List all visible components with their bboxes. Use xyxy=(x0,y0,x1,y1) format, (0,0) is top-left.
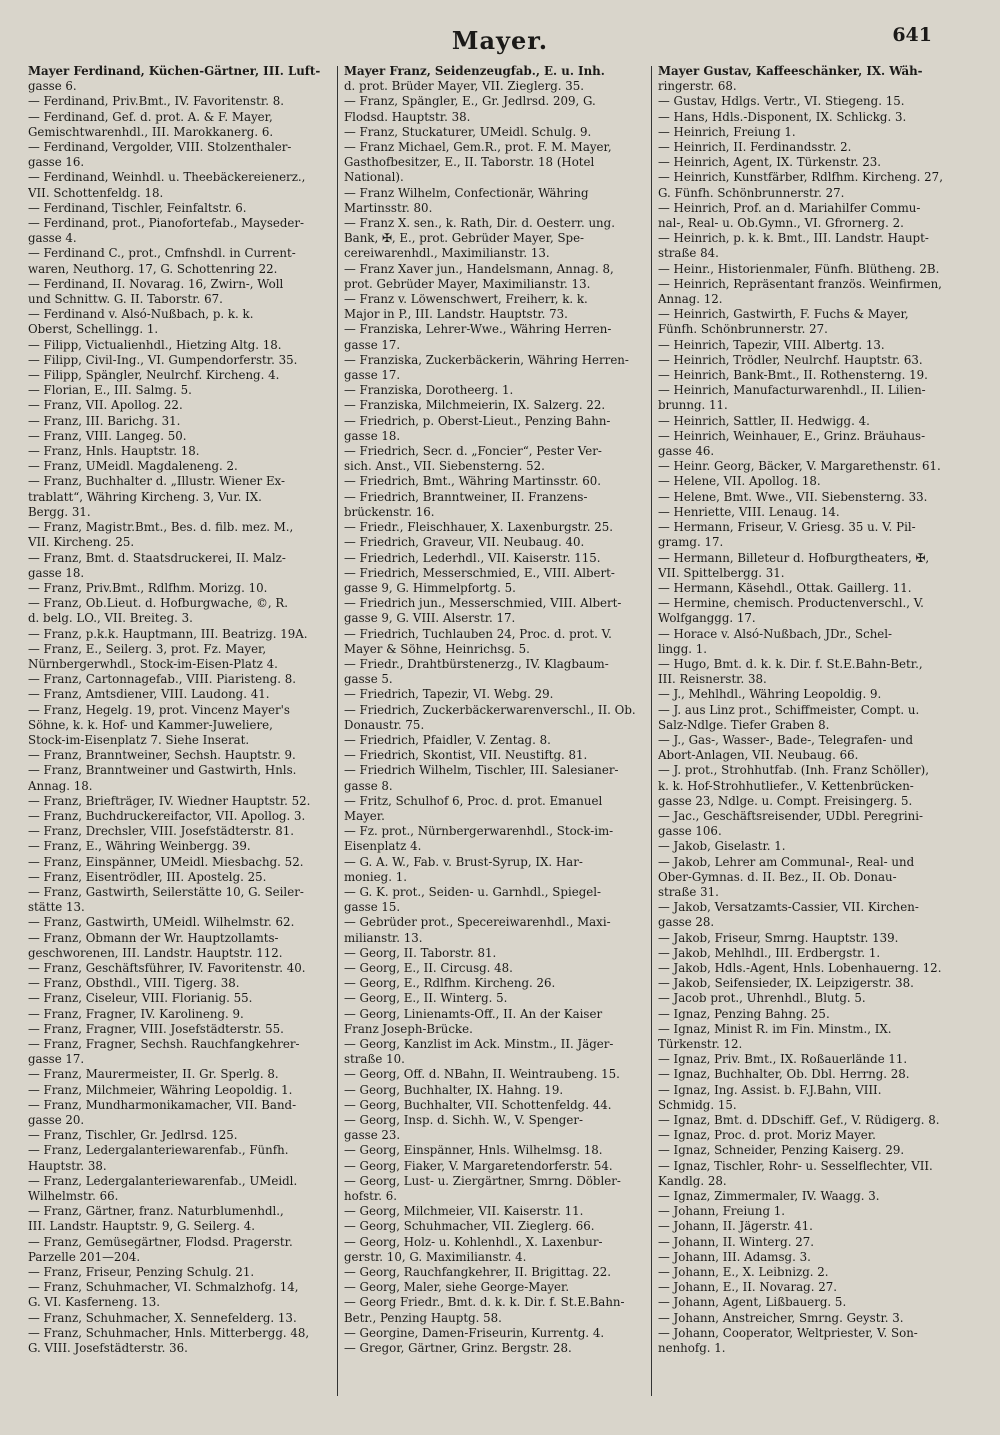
directory-entry-line: Söhne, k. k. Hof- und Kammer-Juweliere, xyxy=(28,717,273,732)
directory-entry-line: milianstr. 13. xyxy=(344,930,423,945)
directory-entry-line: — Ferdinand, II. Novarag. 16, Zwirn-, Woll xyxy=(28,276,284,291)
directory-entry-line: — Franz, Obmann der Wr. Hauptzollamts- xyxy=(28,930,279,945)
directory-entry-line: — Jakob, Mehlhdl., III. Erdbergstr. 1. xyxy=(658,945,881,960)
directory-entry-line: — J., Mehlhdl., Währing Leopoldig. 9. xyxy=(658,687,882,702)
directory-entry-line: — Georgine, Damen-Friseurin, Kurrentg. 4. xyxy=(344,1325,605,1340)
directory-entry-line: Wolfganggg. 17. xyxy=(658,611,756,626)
directory-entry-line: — Heinrich, Manufacturwarenhdl., II. Lilien- xyxy=(658,383,926,398)
directory-entry-line: — Friedrich, p. Oberst-Lieut., Penzing Bahn- xyxy=(344,413,611,428)
directory-entry-line: cereiwarenhdl., Maximilianstr. 13. xyxy=(344,246,550,261)
directory-entry-line: — Georg, Buchhalter, VII. Schottenfeldg. 44. xyxy=(344,1097,612,1112)
page-header xyxy=(0,18,1000,58)
directory-entry-line: — Florian, E., III. Salmg. 5. xyxy=(28,383,192,398)
directory-entry-line: gramg. 17. xyxy=(658,535,724,550)
directory-entry-line: — Franz Michael, Gem.R., prot. F. M. Mayer, xyxy=(344,140,612,155)
directory-entry-line: — Friedrich, Pfaidler, V. Zentag. 8. xyxy=(344,732,551,747)
directory-entry-line: — Ignaz, Proc. d. prot. Moriz Mayer. xyxy=(658,1128,876,1143)
directory-entry-line: — Ignaz, Zimmermaler, IV. Waagg. 3. xyxy=(658,1189,880,1204)
directory-entry-line: — Friedrich, Bmt., Währing Martinsstr. 60. xyxy=(344,474,601,489)
directory-entry-line: — Georg, Buchhalter, IX. Hahng. 19. xyxy=(344,1082,564,1097)
directory-entry-line: — Heinrich, Trödler, Neulrchf. Hauptstr. 63. xyxy=(658,352,923,367)
directory-entry-line: brunng. 11. xyxy=(658,398,728,413)
directory-entry-line: Ober-Gymnas. d. II. Bez., II. Ob. Donau- xyxy=(658,869,897,884)
directory-entry-line: — Franz, Gärtner, franz. Naturblumenhdl., xyxy=(28,1204,284,1219)
directory-entry-line: III. Reisnerstr. 38. xyxy=(658,672,767,687)
directory-entry-line: — Ferdinand, prot., Pianofortefab., Mayseder- xyxy=(28,216,305,231)
directory-entry-line: — Franz, Mundharmonikamacher, VII. Band- xyxy=(28,1097,297,1112)
column-divider-2 xyxy=(651,66,652,1396)
directory-column-3 xyxy=(658,64,948,1356)
directory-entry-line: — Friedrich, Branntweiner, II. Franzens- xyxy=(344,489,588,504)
directory-entry-line: — Franz, VIII. Langeg. 50. xyxy=(28,428,187,443)
directory-entry-line: — Heinr. Georg, Bäcker, V. Margarethenstr. 61. xyxy=(658,459,941,474)
directory-entry-line: Nürnbergerwhdl., Stock-im-Eisen-Platz 4. xyxy=(28,656,278,671)
directory-entry-line: — Johann, Agent, Lißbauerg. 5. xyxy=(658,1295,847,1310)
directory-entry-line: — Ignaz, Ing. Assist. b. F.J.Bahn, VIII. xyxy=(658,1082,882,1097)
directory-entry-line: Abort-Anlagen, VII. Neubaug. 66. xyxy=(658,748,859,763)
directory-entry-line: Franz Joseph-Brücke. xyxy=(344,1021,473,1036)
directory-entry-line: — Franz, Schuhmacher, Hnls. Mitterbergg. 48, xyxy=(28,1325,310,1340)
directory-entry-line: gasse 20. xyxy=(28,1113,85,1128)
directory-entry-line: — Franz, p.k.k. Hauptmann, III. Beatrizg. 19A. xyxy=(28,626,308,641)
directory-entry-line: Eisenplatz 4. xyxy=(344,839,422,854)
directory-entry-line: — Friedrich, Zuckerbäckerwarenverschl., II. Ob. xyxy=(344,702,636,717)
directory-entry-line: — Georg, Einspänner, Hnls. Wilhelmsg. 18. xyxy=(344,1143,603,1158)
directory-entry-line: Oberst, Schellingg. 1. xyxy=(28,322,159,337)
directory-entry-line: — Johann, II. Winterg. 27. xyxy=(658,1234,814,1249)
directory-entry-line: — Georg, Lust- u. Ziergärtner, Smrng. Döbler- xyxy=(344,1173,621,1188)
directory-entry-line: — Franz, Fragner, Sechsh. Rauchfangkehrer- xyxy=(28,1037,300,1051)
directory-entry-line: — Franz, Einspänner, UMeidl. Miesbachg. 52. xyxy=(28,854,304,869)
directory-entry-line: — Heinrich, Bank-Bmt., II. Rothensterng. 19. xyxy=(658,368,928,383)
directory-entry-line: — Franz, Priv.Bmt., Rdlfhm. Morizg. 10. xyxy=(28,580,268,595)
directory-entry-line: — Franz, Buchhalter d. „Illustr. Wiener Ex- xyxy=(28,474,285,489)
directory-entry-line: — Ferdinand C., prot., Cmfnshdl. in Current- xyxy=(28,246,296,261)
directory-entry-line: Mayer & Söhne, Heinrichsg. 5. xyxy=(344,641,530,656)
directory-entry-line: — Georg, Fiaker, V. Margaretendorferstr. 54. xyxy=(344,1158,613,1173)
directory-entry-line: — Franz, Briefträger, IV. Wiedner Hauptstr. 52. xyxy=(28,793,311,808)
directory-entry-line: — Horace v. Alsó-Nußbach, JDr., Schel- xyxy=(658,626,893,641)
directory-entry-line: — Heinrich, Kunstfärber, Rdlfhm. Kircheng. 27, xyxy=(658,170,943,185)
directory-entry-line: — Franz, Friseur, Penzing Schulg. 21. xyxy=(28,1265,255,1280)
directory-entry-line: gasse 8. xyxy=(344,778,393,793)
directory-entry-line: — Franz, Gastwirth, Seilerstätte 10, G. Seiler- xyxy=(28,884,304,899)
directory-entry-line: — Franz, Stuckaturer, UMeidl. Schulg. 9. xyxy=(344,124,592,139)
directory-entry-line: Salz-Ndlge. Tiefer Graben 8. xyxy=(658,717,830,732)
directory-entry-line: — Jakob, Seifensieder, IX. Leipzigerstr. 38. xyxy=(658,976,914,991)
directory-entry-line: — Franz, UMeidl. Magdaleneng. 2. xyxy=(28,459,238,474)
directory-entry-line: VII. Kircheng. 25. xyxy=(28,535,135,550)
directory-entry-line: Hauptstr. 38. xyxy=(28,1158,107,1173)
directory-entry-line: — Johann, Freiung 1. xyxy=(658,1204,786,1219)
directory-entry-line: d. prot. Brüder Mayer, VII. Zieglerg. 35. xyxy=(344,79,585,94)
directory-entry-line: Mayer Gustav, Kaffeeschänker, IX. Wäh- xyxy=(658,64,923,78)
directory-entry-line: — Georg, Rauchfangkehrer, II. Brigittag. 22. xyxy=(344,1265,612,1280)
directory-entry-line: waren, Neuthorg. 17, G. Schottenring 22. xyxy=(28,261,278,276)
directory-entry-line: — Ferdinand, Priv.Bmt., IV. Favoritenstr. 8. xyxy=(28,94,284,109)
directory-entry-line: nenhofg. 1. xyxy=(658,1341,726,1356)
directory-entry-line: Donaustr. 75. xyxy=(344,717,425,732)
directory-entry-line: — Heinrich, Agent, IX. Türkenstr. 23. xyxy=(658,155,881,170)
directory-entry-line: — Henriette, VIII. Lenaug. 14. xyxy=(658,504,840,519)
directory-entry-line: — Heinrich, Prof. an d. Mariahilfer Commu- xyxy=(658,200,921,215)
directory-entry-line: — Franz, Geschäftsführer, IV. Favoritenstr. 40. xyxy=(28,960,306,975)
directory-entry-line: — Hermine, chemisch. Productenverschl., V. xyxy=(658,596,924,611)
directory-entry-line: — Heinrich, Weinhauer, E., Grinz. Bräuhaus- xyxy=(658,428,926,443)
directory-entry-line: III. Landstr. Hauptstr. 9, G. Seilerg. 4. xyxy=(28,1219,256,1234)
directory-entry-line: — Heinrich, Repräsentant französ. Weinfirmen, xyxy=(658,276,942,291)
directory-entry-line: und Schnittw. G. II. Taborstr. 67. xyxy=(28,292,223,307)
directory-entry-line: — Hermann, Käsehdl., Ottak. Gaillerg. 11. xyxy=(658,580,912,595)
directory-entry-line: sich. Anst., VII. Siebensterng. 52. xyxy=(344,459,545,474)
directory-entry-line: VII. Schottenfeldg. 18. xyxy=(28,185,164,200)
directory-entry-line: — Georg, E., Rdlfhm. Kircheng. 26. xyxy=(344,976,556,991)
directory-entry-line: — Franz, Gemüsegärtner, Flodsd. Pragerstr. xyxy=(28,1234,293,1249)
directory-entry-line: gasse 17. xyxy=(28,1052,85,1067)
directory-entry-line: — Franz, Ledergalanteriewarenfab., UMeidl. xyxy=(28,1173,298,1188)
directory-entry-line: gasse 28. xyxy=(658,915,715,930)
directory-entry-line: Fünfh. Schönbrunnerstr. 27. xyxy=(658,322,828,337)
directory-entry-line: gasse 9, G. Himmelpfortg. 5. xyxy=(344,580,516,595)
directory-entry-line: Martinsstr. 80. xyxy=(344,200,433,215)
directory-entry-line: straße 31. xyxy=(658,884,719,899)
directory-entry-line: — Franz, Cartonnagefab., VIII. Piaristeng. 8. xyxy=(28,672,297,687)
directory-entry-line: — Georg, E., II. Winterg. 5. xyxy=(344,991,508,1006)
directory-entry-line: — Jakob, Hdls.-Agent, Hnls. Lobenhauerng. 12. xyxy=(658,960,942,975)
directory-entry-line: — Ferdinand, Vergolder, VIII. Stolzenthaler- xyxy=(28,140,292,155)
directory-entry-line: d. belg. LO., VII. Breiteg. 3. xyxy=(28,611,193,626)
directory-entry-line: — Heinrich, Freiung 1. xyxy=(658,124,796,139)
directory-entry-line: — Franz, Eisentrödler, III. Apostelg. 25. xyxy=(28,869,267,884)
directory-entry-line: — Ferdinand, Gef. d. prot. A. & F. Mayer, xyxy=(28,109,273,124)
directory-entry-line: — Johann, E., X. Leibnizg. 2. xyxy=(658,1265,829,1280)
directory-entry-line: — G. A. W., Fab. v. Brust-Syrup, IX. Har- xyxy=(344,854,583,869)
directory-entry-line: — Franz Wilhelm, Confectionär, Währing xyxy=(344,185,589,200)
directory-entry-line: Flodsd. Hauptstr. 38. xyxy=(344,109,471,124)
directory-entry-line: — Franz, Spängler, E., Gr. Jedlrsd. 209, G. xyxy=(344,94,596,109)
directory-entry-line: — Heinrich, II. Ferdinandsstr. 2. xyxy=(658,140,852,155)
directory-entry-line: — Georg, Kanzlist im Ack. Minstm., II. Jäger- xyxy=(344,1037,614,1051)
directory-entry-line: Schmidg. 15. xyxy=(658,1097,737,1112)
directory-entry-line: Bergg. 31. xyxy=(28,504,91,519)
directory-entry-line: Mayer Franz, Seidenzeugfab., E. u. Inh. xyxy=(344,64,605,78)
directory-entry-line: — Franz, E., Währing Weinbergg. 39. xyxy=(28,839,251,854)
directory-entry-line: — Franz, Amtsdiener, VIII. Laudong. 41. xyxy=(28,687,270,702)
directory-entry-line: — J. prot., Strohhutfab. (Inh. Franz Schöller), xyxy=(658,763,929,778)
directory-entry-line: — Heinrich, Gastwirth, F. Fuchs & Mayer, xyxy=(658,307,909,322)
directory-entry-line: — Franz, Obsthdl., VIII. Tigerg. 38. xyxy=(28,976,240,991)
directory-entry-line: gasse 18. xyxy=(344,428,401,443)
directory-entry-line: gasse 23, Ndlge. u. Compt. Freisingerg. 5. xyxy=(658,793,913,808)
directory-entry-line: gasse 17. xyxy=(344,368,401,383)
directory-entry-line: — Hans, Hdls.-Disponent, IX. Schlickg. 3. xyxy=(658,109,907,124)
directory-entry-line: — Franz, Schuhmacher, X. Sennefelderg. 13. xyxy=(28,1310,297,1325)
directory-entry-line: — Franz X. sen., k. Rath, Dir. d. Oesterr. ung. xyxy=(344,216,615,231)
directory-entry-line: Major in P., III. Landstr. Hauptstr. 73. xyxy=(344,307,568,322)
directory-entry-line: ringerstr. 68. xyxy=(658,79,737,94)
directory-entry-line: — Georg, Off. d. NBahn, II. Weintraubeng. 15. xyxy=(344,1067,620,1082)
directory-entry-line: — Georg, Holz- u. Kohlenhdl., X. Laxenbur- xyxy=(344,1234,603,1249)
directory-entry-line: — Franz, Hnls. Hauptstr. 18. xyxy=(28,444,200,459)
directory-entry-line: — Franz, Ledergalanteriewarenfab., Fünfh. xyxy=(28,1143,289,1158)
directory-entry-line: gasse 9, G. VIII. Alserstr. 17. xyxy=(344,611,516,626)
directory-entry-line: — Franz, Ob.Lieut. d. Hofburgwache, ©, R. xyxy=(28,596,289,611)
directory-entry-line: — Filipp, Civil-Ing., VI. Gumpendorferstr. 35. xyxy=(28,352,298,367)
directory-entry-line: — Helene, Bmt. Wwe., VII. Siebensterng. 33. xyxy=(658,489,928,504)
directory-entry-line: Annag. 12. xyxy=(658,292,723,307)
directory-entry-line: — Franz, Schuhmacher, VI. Schmalzhofg. 14, xyxy=(28,1280,299,1295)
directory-entry-line: — Franz, Ciseleur, VIII. Florianig. 55. xyxy=(28,991,253,1006)
directory-entry-line: straße 10. xyxy=(344,1052,405,1067)
directory-entry-line: gasse 15. xyxy=(344,900,401,915)
directory-entry-line: trablatt“, Währing Kircheng. 3, Vur. IX. xyxy=(28,489,262,504)
directory-entry-line: — Franz, Drechsler, VIII. Josefstädterstr. 81. xyxy=(28,824,295,839)
directory-entry-line: gasse 106. xyxy=(658,824,722,839)
directory-entry-line: — Heinr., Historienmaler, Fünfh. Blütheng. 2B. xyxy=(658,261,940,276)
directory-entry-line: hofstr. 6. xyxy=(344,1189,397,1204)
directory-entry-line: Mayer. xyxy=(344,808,385,823)
directory-entry-line: — Gregor, Gärtner, Grinz. Bergstr. 28. xyxy=(344,1341,572,1356)
directory-entry-line: Annag. 18. xyxy=(28,778,93,793)
directory-entry-line: gasse 4. xyxy=(28,231,77,246)
directory-entry-line: — Franz, Magistr.Bmt., Bes. d. filb. mez. M., xyxy=(28,520,294,535)
directory-entry-line: brückenstr. 16. xyxy=(344,504,435,519)
directory-entry-line: Türkenstr. 12. xyxy=(658,1037,743,1051)
directory-entry-line: — Franz Xaver jun., Handelsmann, Annag. 8, xyxy=(344,261,614,276)
directory-entry-line: — Friedrich, Graveur, VII. Neubaug. 40. xyxy=(344,535,585,550)
directory-entry-line: prot. Gebrüder Mayer, Maximilianstr. 13. xyxy=(344,276,591,291)
directory-entry-line: G. VI. Kasferneng. 13. xyxy=(28,1295,161,1310)
directory-entry-line: — Filipp, Spängler, Neulrchf. Kircheng. 4. xyxy=(28,368,280,383)
directory-entry-line: gerstr. 10, G. Maximilianstr. 4. xyxy=(344,1249,527,1264)
directory-entry-line: VII. Spittelbergg. 31. xyxy=(658,565,785,580)
directory-entry-line: — Hermann, Billeteur d. Hofburgtheaters, ✠, xyxy=(658,550,930,565)
directory-entry-line: — Jakob, Lehrer am Communal-, Real- und xyxy=(658,854,915,869)
directory-entry-line: — Franz, Fragner, IV. Karolineng. 9. xyxy=(28,1006,244,1021)
directory-entry-line: Gemischtwarenhdl., III. Marokkanerg. 6. xyxy=(28,124,274,139)
directory-entry-line: — Franziska, Zuckerbäckerin, Währing Herren- xyxy=(344,352,629,367)
directory-entry-line: — Ignaz, Bmt. d. DDschiff. Gef., V. Rüdigerg. 8. xyxy=(658,1113,940,1128)
directory-entry-line: — Jac., Geschäftsreisender, UDbl. Peregrini- xyxy=(658,808,923,823)
directory-entry-line: — Friedr., Fleischhauer, X. Laxenburgstr. 25. xyxy=(344,520,614,535)
directory-entry-line: — Friedrich, Tuchlauben 24, Proc. d. prot. V. xyxy=(344,626,612,641)
directory-entry-line: — Franziska, Milchmeierin, IX. Salzerg. 22. xyxy=(344,398,606,413)
directory-entry-line: geschworenen, III. Landstr. Hauptstr. 112. xyxy=(28,945,283,960)
directory-entry-line: — G. K. prot., Seiden- u. Garnhdl., Spiegel- xyxy=(344,884,601,899)
directory-column-2 xyxy=(344,64,644,1356)
directory-entry-line: — Franz, Branntweiner, Sechsh. Hauptstr. 9. xyxy=(28,748,296,763)
directory-entry-line: — Ferdinand, Tischler, Feinfaltstr. 6. xyxy=(28,200,247,215)
directory-entry-line: — Franz, Fragner, VIII. Josefstädterstr. 55. xyxy=(28,1021,284,1036)
directory-entry-line: — Franz, Buchdruckereifactor, VII. Apollog. 3. xyxy=(28,808,306,823)
directory-entry-line: — Franz, Maurermeister, II. Gr. Sperlg. 8. xyxy=(28,1067,279,1082)
directory-entry-line: — Heinrich, Sattler, II. Hedwigg. 4. xyxy=(658,413,870,428)
directory-entry-line: — Johann, II. Jägerstr. 41. xyxy=(658,1219,813,1234)
directory-entry-line: — Ferdinand v. Alsó-Nußbach, p. k. k. xyxy=(28,307,254,322)
directory-entry-line: — Ignaz, Priv. Bmt., IX. Roßauerlände 11. xyxy=(658,1052,908,1067)
directory-entry-line: — Franz v. Löwenschwert, Freiherr, k. k. xyxy=(344,292,588,307)
directory-entry-line: — Franz, Branntweiner und Gastwirth, Hnls. xyxy=(28,763,297,778)
directory-entry-line: — Ignaz, Penzing Bahng. 25. xyxy=(658,1006,830,1021)
directory-entry-line: — Friedrich jun., Messerschmied, VIII. Albert- xyxy=(344,596,622,611)
directory-entry-line: — Friedrich, Tapezir, VI. Webg. 29. xyxy=(344,687,554,702)
directory-entry-line: Wilhelmstr. 66. xyxy=(28,1189,119,1204)
directory-entry-line: — Franziska, Lehrer-Wwe., Währing Herren- xyxy=(344,322,612,337)
directory-entry-line: — Filipp, Victualienhdl., Hietzing Altg. 18. xyxy=(28,337,282,352)
directory-entry-line: — Franz, Bmt. d. Staatsdruckerei, II. Malz- xyxy=(28,550,286,565)
directory-entry-line: Gasthofbesitzer, E., II. Taborstr. 18 (Hotel xyxy=(344,155,595,170)
directory-entry-line: — Georg Friedr., Bmt. d. k. k. Dir. f. St.E.Bahn- xyxy=(344,1295,625,1310)
directory-entry-line: — Hugo, Bmt. d. k. k. Dir. f. St.E.Bahn-Betr., xyxy=(658,656,923,671)
directory-entry-line: gasse 17. xyxy=(344,337,401,352)
directory-column-1 xyxy=(28,64,328,1356)
directory-entry-line: Mayer Ferdinand, Küchen-Gärtner, III. Luft- xyxy=(28,64,321,78)
directory-entry-line: — Johann, E., II. Novarag. 27. xyxy=(658,1280,837,1295)
directory-entry-line: gasse 18. xyxy=(28,565,85,580)
directory-entry-line: G. Fünfh. Schönbrunnerstr. 27. xyxy=(658,185,845,200)
directory-entry-line: — Johann, Anstreicher, Smrng. Geystr. 3. xyxy=(658,1310,904,1325)
directory-entry-line: — Friedrich, Messerschmied, E., VIII. Albert- xyxy=(344,565,615,580)
directory-entry-line: Stock-im-Eisenplatz 7. Siehe Inserat. xyxy=(28,732,250,747)
directory-entry-line: Parzelle 201—204. xyxy=(28,1249,141,1264)
directory-entry-line: Betr., Penzing Hauptg. 58. xyxy=(344,1310,502,1325)
directory-entry-line: monieg. 1. xyxy=(344,869,407,884)
directory-entry-line: — Gustav, Hdlgs. Vertr., VI. Stiegeng. 15. xyxy=(658,94,905,109)
directory-entry-line: — Ferdinand, Weinhdl. u. Theebäckereienerz., xyxy=(28,170,306,185)
directory-entry-line: — Heinrich, Tapezir, VIII. Albertg. 13. xyxy=(658,337,885,352)
directory-entry-line: — Ignaz, Minist R. im Fin. Minstm., IX. xyxy=(658,1021,892,1036)
column-divider-1 xyxy=(337,66,338,1396)
directory-entry-line: — Jakob, Friseur, Smrng. Hauptstr. 139. xyxy=(658,930,899,945)
directory-entry-line: — Friedrich Wilhelm, Tischler, III. Salesianer- xyxy=(344,763,619,778)
directory-entry-line: — Franz, Hegelg. 19, prot. Vincenz Mayer's xyxy=(28,702,290,717)
page-title: Mayer. xyxy=(451,26,549,55)
directory-entry-line: — Jakob, Giselastr. 1. xyxy=(658,839,786,854)
directory-entry-line: straße 84. xyxy=(658,246,719,261)
directory-entry-line: — Franz, E., Seilerg. 3, prot. Fz. Mayer, xyxy=(28,641,267,656)
directory-entry-line: — Georg, II. Taborstr. 81. xyxy=(344,945,497,960)
directory-entry-line: — Ignaz, Tischler, Rohr- u. Sesselflechter, VII. xyxy=(658,1158,933,1173)
directory-entry-line: — Jakob, Versatzamts-Cassier, VII. Kirchen- xyxy=(658,900,919,915)
directory-entry-line: — Johann, III. Adamsg. 3. xyxy=(658,1249,811,1264)
directory-entry-line: Kandlg. 28. xyxy=(658,1173,727,1188)
directory-entry-line: — Gebrüder prot., Specereiwarenhdl., Maxi- xyxy=(344,915,611,930)
directory-entry-line: lingg. 1. xyxy=(658,641,708,656)
directory-entry-line: — Helene, VII. Apollog. 18. xyxy=(658,474,821,489)
directory-entry-line: — J., Gas-, Wasser-, Bade-, Telegrafen- und xyxy=(658,732,914,747)
directory-entry-line: — J. aus Linz prot., Schiffmeister, Compt. u. xyxy=(658,702,920,717)
directory-entry-line: — Franziska, Dorotheerg. 1. xyxy=(344,383,514,398)
directory-entry-line: gasse 46. xyxy=(658,444,715,459)
directory-entry-line: — Ignaz, Buchhalter, Ob. Dbl. Herrng. 28. xyxy=(658,1067,910,1082)
directory-entry-line: — Friedr., Drahtbürstenerzg., IV. Klagbaum- xyxy=(344,656,609,671)
directory-entry-line: G. VIII. Josefstädterstr. 36. xyxy=(28,1341,188,1356)
directory-entry-line: — Friedrich, Skontist, VII. Neustiftg. 81. xyxy=(344,748,588,763)
directory-entry-line: k. k. Hof-Strohhutliefer., V. Kettenbrücken- xyxy=(658,778,914,793)
directory-entry-line: — Georg, Maler, siehe George-Mayer. xyxy=(344,1280,570,1295)
page-number: 641 xyxy=(892,24,932,46)
directory-entry-line: — Franz, III. Barichg. 31. xyxy=(28,413,181,428)
directory-entry-line: — Johann, Cooperator, Weltpriester, V. Son- xyxy=(658,1325,918,1340)
directory-entry-line: — Hermann, Friseur, V. Griesg. 35 u. V. Pil- xyxy=(658,520,916,535)
directory-entry-line: — Franz, Milchmeier, Währing Leopoldig. 1. xyxy=(28,1082,293,1097)
directory-entry-line: — Georg, Insp. d. Sichh. W., V. Spenger- xyxy=(344,1113,583,1128)
directory-entry-line: gasse 23. xyxy=(344,1128,401,1143)
directory-entry-line: — Georg, Linienamts-Off., II. An der Kaiser xyxy=(344,1006,603,1021)
directory-entry-line: gasse 6. xyxy=(28,79,77,94)
directory-entry-line: National). xyxy=(344,170,404,185)
directory-entry-line: — Georg, Milchmeier, VII. Kaiserstr. 11. xyxy=(344,1204,584,1219)
directory-entry-line: — Ignaz, Schneider, Penzing Kaiserg. 29. xyxy=(658,1143,905,1158)
directory-entry-line: stätte 13. xyxy=(28,900,85,915)
directory-entry-line: — Georg, E., II. Circusg. 48. xyxy=(344,960,513,975)
directory-entry-line: — Friedrich, Lederhdl., VII. Kaiserstr. 115. xyxy=(344,550,601,565)
directory-entry-line: — Fz. prot., Nürnbergerwarenhdl., Stock-im- xyxy=(344,824,614,839)
directory-entry-line: — Franz, Tischler, Gr. Jedlrsd. 125. xyxy=(28,1128,238,1143)
directory-entry-line: — Heinrich, p. k. k. Bmt., III. Landstr. Haupt- xyxy=(658,231,929,246)
directory-entry-line: gasse 5. xyxy=(344,672,393,687)
directory-entry-line: — Georg, Schuhmacher, VII. Zieglerg. 66. xyxy=(344,1219,595,1234)
directory-entry-line: — Fritz, Schulhof 6, Proc. d. prot. Emanuel xyxy=(344,793,603,808)
directory-entry-line: nal-, Real- u. Ob.Gymn., VI. Gfrornerg. 2. xyxy=(658,216,904,231)
directory-entry-line: Bank, ✠, E., prot. Gebrüder Mayer, Spe- xyxy=(344,231,585,246)
directory-entry-line: — Jacob prot., Uhrenhdl., Blutg. 5. xyxy=(658,991,866,1006)
directory-entry-line: — Friedrich, Secr. d. „Foncier“, Pester Ver- xyxy=(344,444,602,459)
directory-entry-line: gasse 16. xyxy=(28,155,85,170)
directory-entry-line: — Franz, VII. Apollog. 22. xyxy=(28,398,183,413)
directory-entry-line: — Franz, Gastwirth, UMeidl. Wilhelmstr. 62. xyxy=(28,915,295,930)
